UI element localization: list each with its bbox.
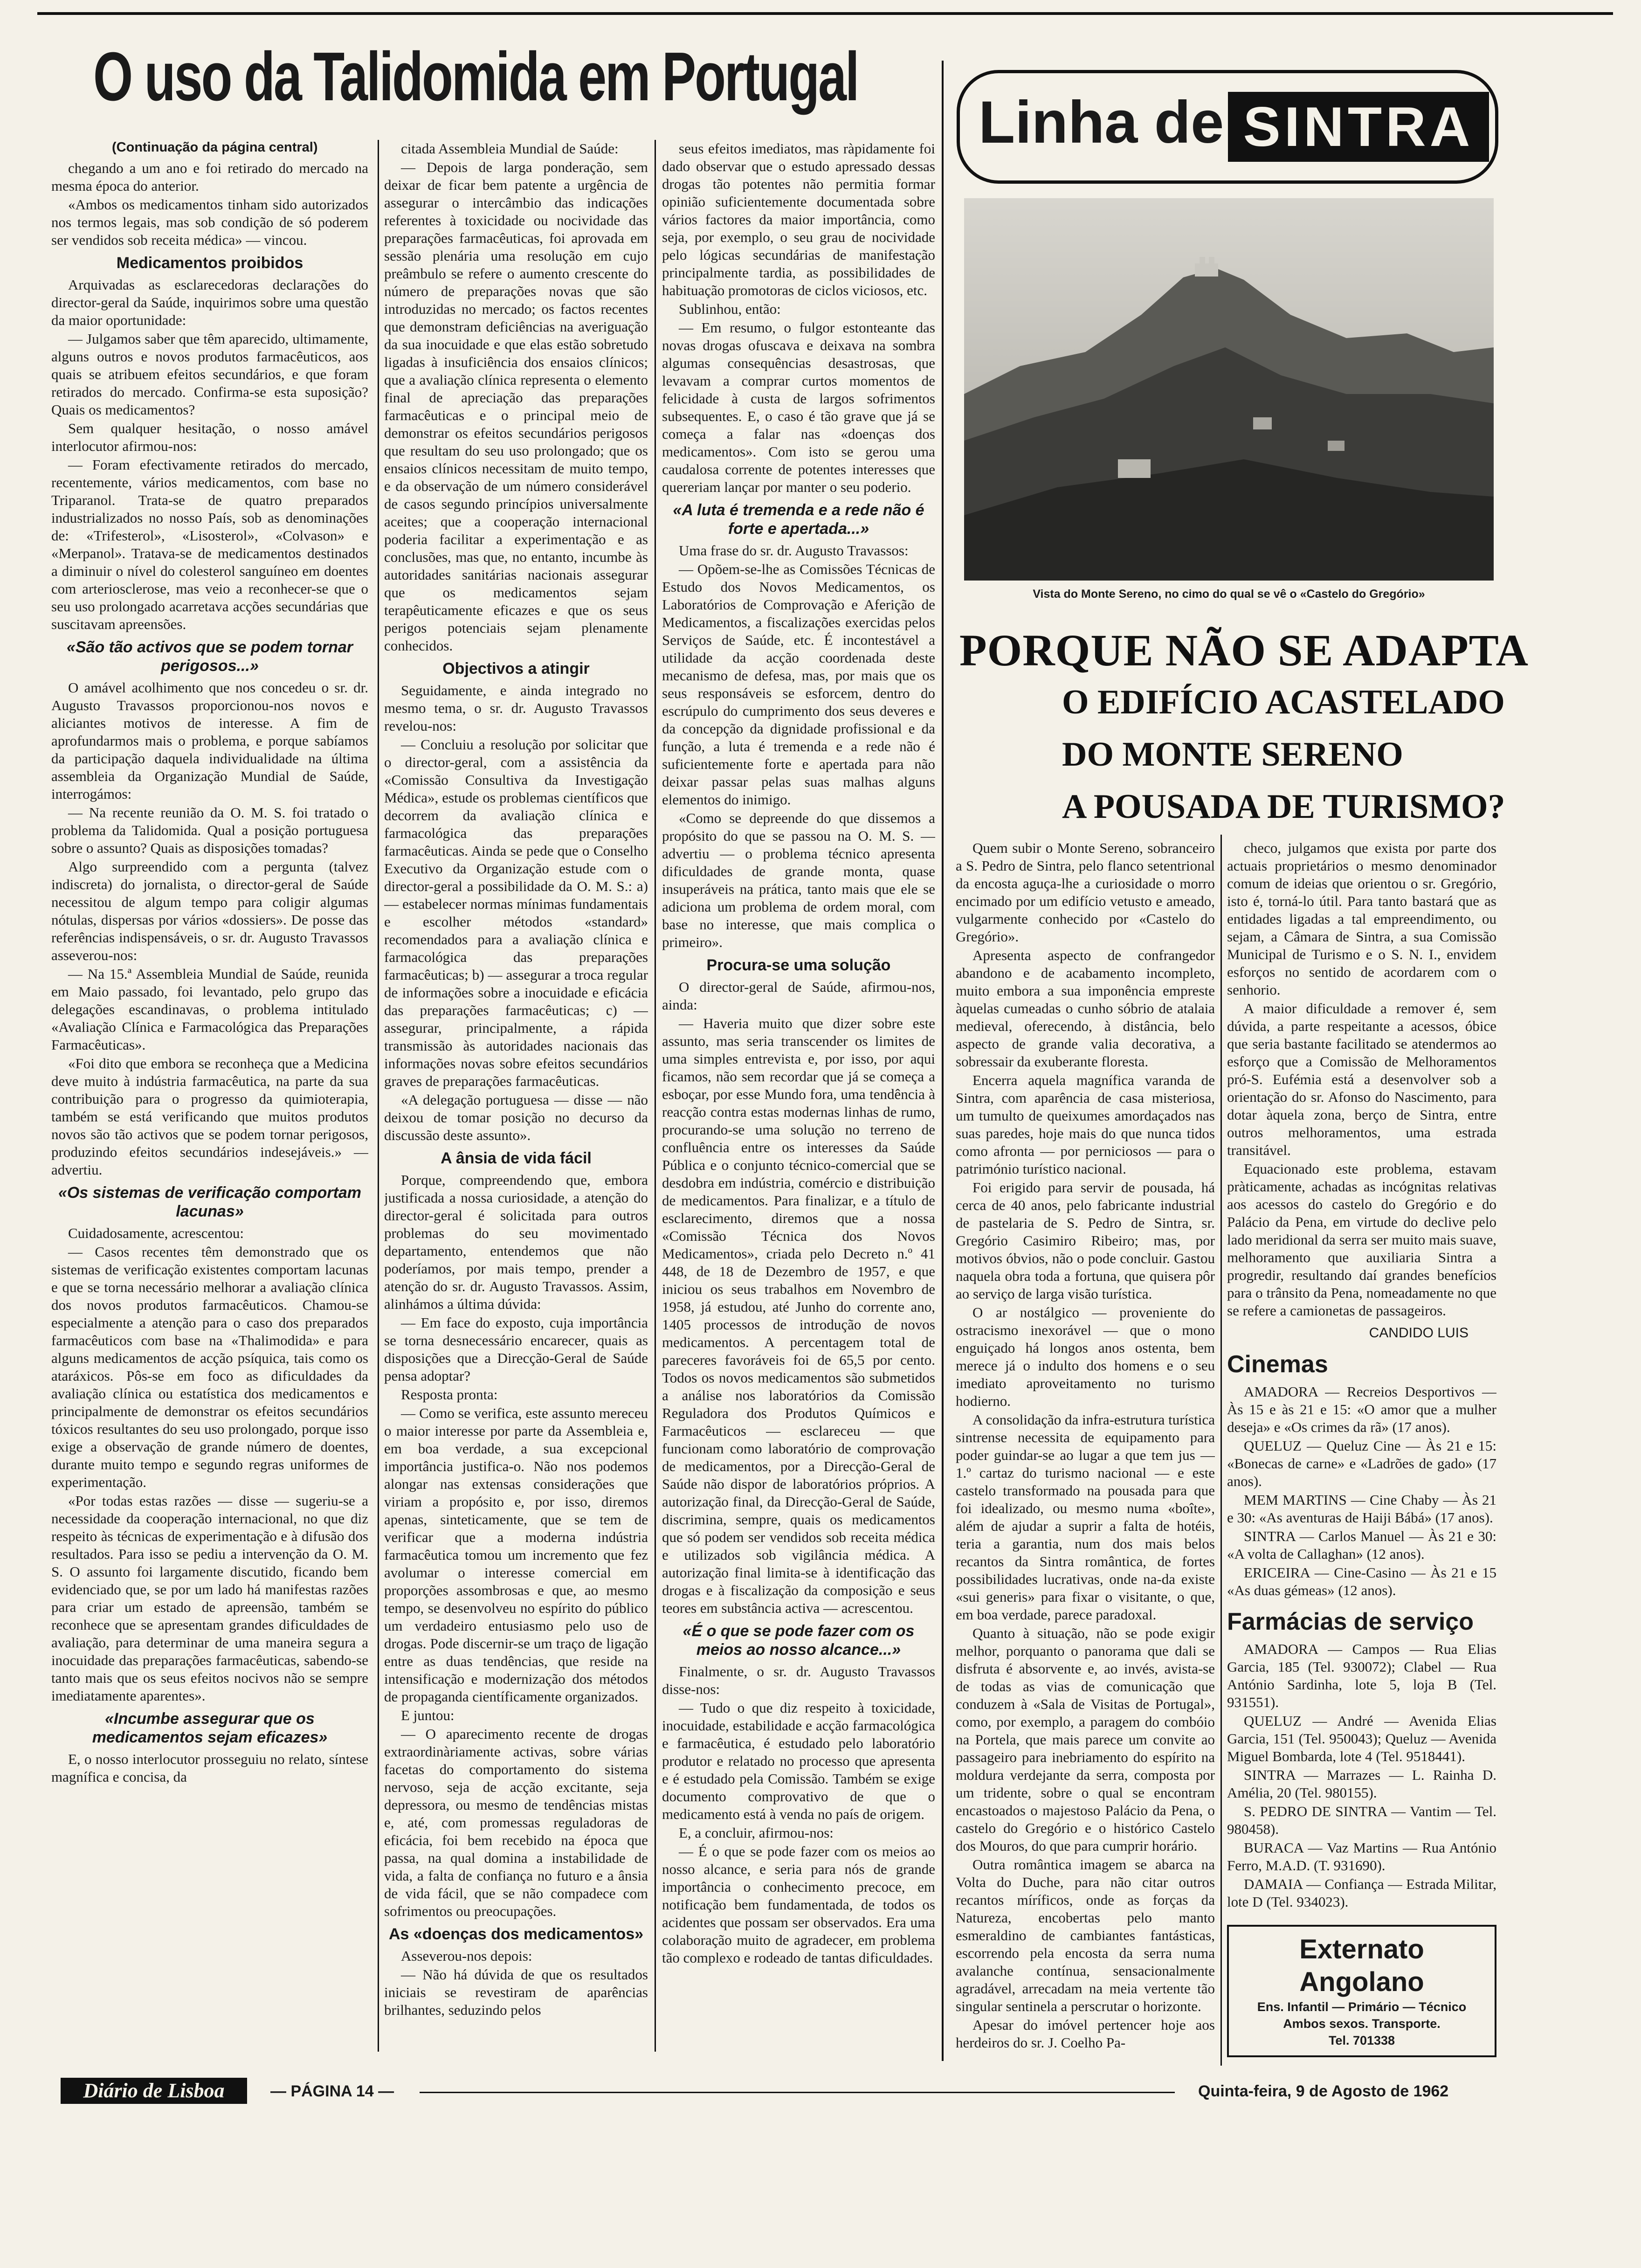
pharmacies-title: Farmácias de serviço (1227, 1608, 1474, 1635)
paragraph: Resposta pronta: (401, 1386, 498, 1403)
paragraph: Asseverou-nos depois: (401, 1948, 532, 1964)
cinemas-title: Cinemas (1227, 1351, 1328, 1378)
paragraph: Seguidamente, e ainda integrado no mesmo tema, o sr. dr. Augusto Travassos revelou-nos: (384, 682, 648, 734)
paragraph: O amável acolhimento que nos concedeu o sr. dr. Augusto Travassos proporcionou-nos novos e aliciantes motivos de interesse. A fim de aprofundarmos mais o problema, e porque sabíamos da participação daquela individualidade na última assembleia da Organização Mundial de Saúde, interrogámos: (51, 679, 368, 802)
paragraph: A consolidação da infra-estrutura turística sintrense necessita de equipamento para poder guindar-se ao lugar a que tem jus — 1.º cartaz do turismo nacional — e este castelo transformado na pousada para que foi idealizado, ou mesmo numa «boîte», além de ajudar a suprir a falta de hotéis, teria a garantia, num dos mais belos recantos da Sintra romântica, de fortes possibilidades lucrativas, onde na-da existe «sui generis» para fixar o visitante, o que, em boa verdade, parece paradoxal. (956, 1411, 1215, 1623)
paragraph: Finalmente, o sr. dr. Augusto Travassos disse-nos: (662, 1663, 935, 1697)
paragraph: — Como se verifica, este assunto mereceu o maior interesse por parte da Assembleia e, em boa verdade, a sua excepcional importância justifica-o. Não nos podemos alongar nas extensas considerações que viriam a propósito e, por isso, diremos apenas, sinteticamente, que se tem de verificar que a moderna indústria farmacêutica tomou um incremento que fez avolumar o interesse comercial em proporções assombrosas e que, ao mesmo tempo, se desenvolveu no espírito do público um verdadeiro entusiasmo pelo uso de drogas. Pode discernir-se um traço de ligação entre as duas tendências, que reside na intensificação e modernização dos métodos de propaganda científicamente organizados. (384, 1405, 648, 1705)
quote-subheading: «Incumbe assegurar que os medicamentos sejam eficazes» (92, 1710, 328, 1746)
ad-title: Externato Angolano (1299, 1934, 1424, 1997)
paragraph: A maior dificuldade a remover é, sem dúvida, a parte respeitante a acessos, óbice que seria bastante facilitado se atendermos ao esforço que a Comissão de Melhoramentos pró-S. Eufémia está a desenvolver sob a orientação do sr. Afonso do Nascimento, para dotar àquela zona, berço de Sintra, entre outros melhoramentos, uma estrada transitável. (1227, 1000, 1496, 1158)
paragraph: Sublinhou, então: (679, 301, 781, 317)
subheading: Procura-se uma solução (706, 956, 891, 974)
sintra-column-b (1227, 839, 1496, 2070)
paragraph: E, a concluir, afirmou-nos: (679, 1825, 834, 1841)
author-signature: CANDIDO LUIS (1369, 1325, 1469, 1341)
paragraph: Equacionado este problema, estavam pràticamente, achadas as incógnitas relativas aos acessos do castelo do Gregório e do Palácio da Pena, em virtude do declive pelo lado meridional da serra ser muito mais suave, melhoramento que auxiliaria Sintra a progredir, resultando daí grandes benefícios para o trânsito da Pena, nomeadamente no que se refere a camionetas de passageiros. (1227, 1161, 1496, 1319)
paragraph: citada Assembleia Mundial de Saúde: (401, 140, 619, 157)
paragraph: — É o que se pode fazer com os meios ao nosso alcance, e seria para nós de grande importância o conhecimento precoce, em notificação bem fundamentada, de todos os acidentes que possam ser observados. Era uma colaboração muito de agradecer, em problema tão complexo e rodeado de tantas dificuldades. (662, 1843, 935, 1966)
paragraph: O ar nostálgico — proveniente do ostracismo inexorável — que o mono enguiçado há longos anos ostenta, bem merece já o indulto dos homens e o seu imediato aproveitamento no turismo hodierno. (956, 1304, 1215, 1409)
article-column-3 (662, 140, 935, 2061)
ad-line-2: Ambos sexos. Transporte. (1283, 2017, 1441, 2031)
subheading: Objectivos a atingir (442, 660, 590, 678)
paragraph: Algo surpreendido com a pergunta (talvez indiscreta) do jornalista, o director-geral de Saúde necessitou de algum tempo para coligir algumas nótulas, dispersas por vários «dossiers». De posse das referências indispensáveis, o sr. dr. Augusto Travassos asseverou-nos: (51, 858, 368, 963)
sintra-headline (959, 625, 1529, 833)
column-rule-2 (655, 140, 656, 2052)
paragraph: — Em resumo, o fulgor estonteante das novas drogas ofuscava e deixava na sombra algumas consequências desastrosas, que levavam a comprar curtos momentos de felicidade à custa de largos sofrimentos subsequentes. E, o caso é tão grave que já se começa a falar nas «doenças dos medicamentos». Com isto se gerou uma caudalosa corrente de potentes interesses que quereriam lançar por manter o seu poderio. (662, 319, 935, 495)
paragraph: Quem subir o Monte Sereno, sobranceiro a S. Pedro de Sintra, pelo flanco setentrional da encosta aguça-lhe a curiosidade o morro encimado por um edifício vetusto e ameado, vulgarmente conhecido por «Castelo do Gregório». (956, 840, 1215, 945)
banner-right-text: SINTRA (1228, 92, 1489, 162)
column-rule-1 (378, 140, 379, 2052)
subheading: As «doenças dos medicamentos» (388, 1925, 644, 1943)
paragraph: «Ambos os medicamentos tinham sido autorizados nos termos legais, mas sob condição de só poderem ser vendidos sob receita médica» — vincou. (51, 196, 368, 248)
paragraph: Apresenta aspecto de confrangedor abandono e de acabamento incompleto, muito embora a sua imponência empreste àquelas cumeadas o cunho sóbrio de atalaia medieval, oferecendo, à distância, belo aspecto de grande valia decorativa, a sobressair da exuberante floresta. (956, 947, 1215, 1070)
paragraph: Cuidadosamente, acrescentou: (68, 1225, 244, 1241)
school-advertisement (1227, 1925, 1496, 2057)
photo-caption: Vista do Monte Sereno, no cimo do qual se vê o «Castelo do Gregório» (1033, 588, 1425, 601)
pharmacy-listing: S. PEDRO DE SINTRA — Vantim — Tel. 980458). (1227, 1803, 1496, 1837)
paragraph: — Na 15.ª Assembleia Mundial de Saúde, reunida em Maio passado, foi levantado, pelo grupo das delegações escandinavas, o problema intitulado «Avaliação Clínica e Farmacológica das Preparações Farmacêuticas». (51, 966, 368, 1053)
ad-phone: Tel. 701338 (1328, 2033, 1395, 2047)
paragraph: — Tudo o que diz respeito à toxicidade, inocuidade, estabilidade e acção farmacológica e farmacêutica, é estudado pelo laboratório produtor e relatado no processo que apresenta e é estudado pela Comissão. Também se exige documento comprovativo de que o medicamento está à venda no país de origem. (662, 1700, 935, 1822)
pharmacy-listing: BURACA — Vaz Martins — Rua António Ferro, M.A.D. (T. 931690). (1227, 1839, 1496, 1874)
pharmacy-listing: AMADORA — Campos — Rua Elias Garcia, 185 (Tel. 930072); Clabel — Rua António Sardinha, lote 5, loja B (Tel. 931551). (1227, 1641, 1496, 1710)
sintra-headline-line-4: A POUSADA DE TURISMO? (1062, 788, 1505, 826)
paragraph: E, o nosso interlocutor prosseguiu no relato, síntese magnífica e concisa, da (51, 1751, 368, 1785)
section-divider (942, 61, 944, 2061)
page-number: — PÁGINA 14 — (270, 2082, 394, 2100)
article-column-1 (51, 159, 368, 2062)
paragraph: chegando a um ano e foi retirado do mercado na mesma época do anterior. (51, 160, 368, 194)
cinema-listing: QUELUZ — Queluz Cine — Às 21 e 15: «Bonecas de carne» e «Ladrões de gado» (17 anos). (1227, 1438, 1496, 1489)
paragraph: «Por todas estas razões — disse — sugeriu-se a necessidade da cooperação internacional, no que diz respeito às técnicas de experimentação e à difusão dos resultados. Para isso se pediu a intervenção da O. M. S. O assunto foi largamente discutido, ficando bem evidenciado que, se por um lado há manifestas razões para criar um estado de apreensão, também se reconhece que se apresentam grandes dificuldades de avaliação, para determinar de uma maneira segura a inocuidade das preparações farmacêuticas, sabendo-se tanto mais que os seus efeitos nocivos não se sempre imediatamente aparentes». (51, 1493, 368, 1704)
column-rule-sintra (1220, 835, 1222, 2066)
paragraph: Sem qualquer hesitação, o nosso amável interlocutor afirmou-nos: (51, 420, 368, 454)
continuation-note: (Continuação da página central) (112, 140, 318, 155)
quote-subheading: «São tão activos que se podem tornar perigosos...» (66, 638, 353, 675)
paragraph: — Opõem-se-lhe as Comissões Técnicas de Estudo dos Novos Medicamentos, os Laboratórios de Comprovação e Aferição de Medicamentos, a fiscalizações exercidas pelos Serviços de Saúde, etc. É incontestável a utilidade da acção coordenada deste mecanismo de defesa, mas, por mais que os seus responsáveis se esforcem, dentro do escrúpulo do cumprimento dos seus deveres e da concepção da dignidade profissional e da função, a luta é tremenda e a rede não é suficientemente forte e apertada para não deixar passar pelas suas malhas alguns elementos do inimigo. (662, 561, 935, 808)
newspaper-logo: Diário de Lisboa (61, 2078, 247, 2104)
paragraph: Outra romântica imagem se abarca na Volta do Duche, para não citar outros recantos míríficos, onde as forças da Natureza, encobertas pelo manto esmeraldino de cambiantes fantásticas, escorrendo pela encosta da serra numa avalanche contínua, sensacionalmente agradável, arrecadam na meia vertente tão singular sentinela a perscrutar o horizonte. (956, 1856, 1215, 2014)
quote-subheading: «A luta é tremenda e a rede não é forte e apertada...» (673, 501, 924, 538)
top-rule (37, 12, 1613, 15)
paragraph: — Casos recentes têm demonstrado que os sistemas de verificação existentes comportam lacunas e que se torna necessário melhorar a avaliação clínica dos novos produtos farmacêuticos. Chamou-se especialmente a atenção para o caso dos preparados farmacêuticos com base na «Thalimodida» e para alguns medicamentos de acção psíquica, tais como os ataráxicos. Pôs-se em foco as dificuldades da avaliação clínica ou estatística dos medicamentos e principalmente de demonstrar os efeitos secundários tóxicos resultantes do seu uso prolongado, porque isso exige a observação de grande número de doentes, durante muito tempo e segundo regras uniformes de experimentação. (51, 1244, 368, 1490)
paragraph: — O aparecimento recente de drogas extraordinàriamente activas, sobre várias facetas do comportamento do sistema nervoso, seja de acção excitante, seja depressora, ou mesmo de tendências mistas e, até, com promessas reguladoras de eficácia, foi bem recebido na época que passa, na qual domina a instabilidade de vida, a falta de confiança no futuro e a ânsia de vida fácil, que se não compadece com sofrimentos ou preocupações. (384, 1726, 648, 1919)
sintra-banner (957, 70, 1498, 184)
paragraph: «A delegação portuguesa — disse — não deixou de tomar posição no decurso da discussão deste assunto». (384, 1092, 648, 1143)
cinemas-list (1227, 1383, 1496, 1599)
subheading: A ânsia de vida fácil (441, 1149, 592, 1167)
ad-line-1: Ens. Infantil — Primário — Técnico (1257, 2000, 1467, 2014)
sintra-column-b-text (1227, 839, 1496, 1320)
pharmacy-listing: QUELUZ — André — Avenida Elias Garcia, 151 (Tel. 950043); Queluz — Avenida Miguel Bombarda, lote 4 (Tel. 9518441). (1227, 1713, 1496, 1764)
paragraph: seus efeitos imediatos, mas ràpidamente foi dado observar que o estudo apressado dessas drogas tão potentes não permitia formar opinião suficientemente documentada sobre vários factores da maior importância, como seja, por exemplo, o seu grau de nocividade pelo lógicas secundárias de manifestação principalmente tardia, as possibilidades de habituação promotoras de ciclos viciosos, etc. (662, 140, 935, 298)
pharmacy-listing: DAMAIA — Confiança — Estrada Militar, lote D (Tel. 934023). (1227, 1876, 1496, 1910)
paragraph: Uma frase do sr. dr. Augusto Travassos: (679, 542, 909, 559)
quote-subheading: «Os sistemas de verificação comportam lacunas» (58, 1184, 362, 1220)
pharmacy-listing: SINTRA — Marrazes — L. Rainha D. Amélia, 20 (Tel. 980155). (1227, 1767, 1496, 1801)
paragraph: Arquivadas as esclarecedoras declarações do director-geral da Saúde, inquirimos sobre uma questão da maior oportunidade: (51, 277, 368, 328)
cinema-listing: SINTRA — Carlos Manuel — Às 21 e 30: «A volta de Callaghan» (12 anos). (1227, 1528, 1496, 1562)
paragraph: — Em face do exposto, cuja importância se torna desnecessário encarecer, quais as disposições que a Direcção-Geral de Saúde pensa adoptar? (384, 1314, 648, 1384)
footer-rule (420, 2092, 1175, 2093)
article-column-2 (384, 140, 648, 2061)
paragraph: Foi erigido para servir de pousada, há cerca de 40 anos, pelo fabricante industrial de pastelaria de S. Pedro de Sintra, sr. Gregório Casimiro Ribeiro; mas, por motivos óbvios, não o pode concluir. Gastou naquela obra toda a fortuna, que quisera pôr ao serviço de larga visão turística. (956, 1179, 1215, 1302)
paragraph: «Foi dito que embora se reconheça que a Medicina deve muito à indústria farmacêutica, na parte da sua contribuição para o progresso da quimioterapia, também se está verificando que muitos produtos novos são tão activos que se podem tornar perigosos, produzindo efeitos secundários indesejáveis.» — advertiu. (51, 1055, 368, 1178)
paragraph: — Depois de larga ponderação, sem deixar de ficar bem patente a urgência de assegurar o intercâmbio das indicações referentes à toxicidade ou nocividade das preparações farmacêuticas, foi aprovada em sessão plenária uma resolução em cujo preâmbulo se refere o aumento crescente do número de preparações novas que são introduzidas no mercado; os factos recentes que demonstram deficiências na averiguação da sua inocuidade e que elas estão sobretudo ligadas à insuficiência dos ensaios clínicos; que a avaliação clínica representa o elemento final de apreciação das preparações farmacêuticas e o principal meio de demonstrar os efeitos secundários perigosos que resultam do seu uso prolongado; que os ensaios clínicos necessitam de muito tempo, e da observação de um número considerável de casos segundo princípios universalmente aceites; que a cooperação internacional poderia facilitar a experimentação e as conclusões, mas que, no entanto, incumbe às autoridades sanitárias nacionais assegurar que os medicamentos sejam terapêuticamente eficazes e que os seus perigos potenciais sejam plenamente conhecidos. (384, 159, 648, 654)
paragraph: — Haveria muito que dizer sobre este assunto, mas seria transcender os limites de uma simples entrevista e, por isso, por aqui ficamos, não sem recordar que já se começa a esboçar, por esse Mundo fora, uma tendência à reacção contra estas modernas linhas de rumo, procurando-se uma solução no terreno de confluência entre os interesses da Saúde Pública e o conjunto técnico-comercial que se desdobra em indústria, comércio e distribuição de medicamentos. Para finalizar, e a título de esclarecimento, diremos que a nossa «Comissão Técnica dos Novos Medicamentos», criada pelo Decreto n.º 41 448, de 18 de Dezembro de 1957, e que iniciou os seus trabalhos em Novembro de 1958, já estudou, até Junho do corrente ano, 1405 processos de introdução de novos medicamentos. A percentagem total de pareceres favoráveis foi de 65,5 por cento. Todos os novos medicamentos são submetidos a análise nos laboratórios da Comissão Reguladora dos Produtos Químicos e Farmacêuticos — esclareceu — que funcionam como laboratório de comprovação de medicamentos, por a Direcção-Geral de Saúde não dispor de laboratórios próprios. A autorização final, da Direcção-Geral de Saúde, discrimina, sempre, quais os medicamentos que só podem ser vendidos sob receita médica e utilizados sob vigilância médica. A autorização final limita-se à identificação das drogas e à fiscalização da composição e seus teores em substância activa — acrescentou. (662, 1015, 935, 1616)
pharmacies-list (1227, 1640, 1496, 1911)
paragraph: — Foram efectivamente retirados do mercado, recentemente, vários medicamentos, com base no Triparanol. Trata-se de quatro preparados industrializados no nosso País, sob as denominações de: «Trifesterol», «Lisosterol», «Colvason» e «Merpanol». Tratava-se de medicamentos destinados a diminuir o nível do colesterol sanguíneo em doentes com arteriosclerose, mas veio a reconhecer-se que o seu uso prolongado acarretava acções secundárias que suscitavam apreensões. (51, 456, 368, 632)
banner-left-text: Linha de (979, 89, 1224, 156)
paragraph: Quanto à situação, não se pode exigir melhor, porquanto o panorama que dali se disfruta é absorvente e, ao invés, avista-se de todas as vias de comunicação que conduzem à «Sala de Visitas de Portugal», como, por exemplo, a paragem do combóio na Portela, que mais parece um convite ao passageiro para inebriamento do espírito na moldura verdejante da serra, composta por um tridente, sobre o qual se encontram encastoados o majestoso Palácio da Pena, o castelo do Gregório e o histórico Castelo dos Mouros, do que para cumprir horário. (956, 1625, 1215, 1854)
sintra-headline-line-2: O EDIFÍCIO ACASTELADO (1062, 683, 1505, 721)
paragraph: — Julgamos saber que têm aparecido, ultimamente, alguns outros e novos produtos farmacêuticos, aos quais se atribuem efeitos secundários, e que foram retirados do mercado. Confirma-se esta suposição? Quais os medicamentos? (51, 331, 368, 418)
paragraph: Apesar do imóvel pertencer hoje aos herdeiros do sr. J. Coelho Pa- (956, 2017, 1215, 2051)
paragraph: — Concluiu a resolução por solicitar que o director-geral, com a assistência da «Comissão Consultiva da Investigação Médica», estude os problemas científicos que decorrem da avaliação clínica e farmacológica das preparações farmacêuticas. Ainda se pede que o Conselho Executivo da Organização estude com o director-geral a possibilidade da O. M. S.: a) — estabelecer normas mínimas fundamentais e escolher métodos «standard» recomendados para a avaliação clínica e farmacológica das preparações farmacêuticas; b) — assegurar a troca regular de informações sobre a inocuidade e eficácia das preparações farmacêuticas; c) — assegurar, principalmente, a rápida transmissão às autoridades nacionais das informações novas sobre efeitos secundários graves de preparações farmacêuticas. (384, 736, 648, 1089)
quote-subheading: «É o que se pode fazer com os meios ao nosso alcance...» (683, 1622, 915, 1659)
paragraph: «Como se depreende do que dissemos a propósito do que se passou na O. M. S. — advertiu — o problema técnico apresenta dificuldades de grande monta, quase insuperáveis na prática, tanto mais que ele se adiciona um problema de ordem moral, com base no interesse, que mais complica o primeiro». (662, 810, 935, 950)
issue-date: Quinta-feira, 9 de Agosto de 1962 (1198, 2082, 1449, 2100)
monte-sereno-photo (964, 198, 1494, 581)
paragraph: — Não há dúvida de que os resultados iniciais se revestiram de aparências brilhantes, seduzindo pelos (384, 1966, 648, 2018)
cinema-listing: AMADORA — Recreios Desportivos — Às 15 e às 21 e 15: «O amor que a mulher deseja» e «Os crimes da rã» (17 anos). (1227, 1383, 1496, 1435)
subheading: Medicamentos proibidos (116, 254, 303, 272)
sintra-column-a (956, 839, 1215, 2061)
paragraph: — Na recente reunião da O. M. S. foi tratado o problema da Talidomida. Qual a posição portuguesa sobre o assunto? Quais as disposições tomadas? (51, 804, 368, 856)
landscape-image (964, 198, 1494, 581)
paragraph: Encerra aquela magnífica varanda de Sintra, com aparência de casa misteriosa, um tumulto de queixumes amordaçados nas suas paredes, hoje mais do que nunca tidos como afronta — por perniciosos — para o património turístico nacional. (956, 1072, 1215, 1177)
main-headline: O uso da Talidomida em Portugal (93, 38, 858, 115)
cinema-listing: MEM MARTINS — Cine Chaby — Às 21 e 30: «As aventuras de Haiji Bábá» (17 anos). (1227, 1492, 1496, 1526)
cinema-listing: ERICEIRA — Cine-Casino — Às 21 e 15 «As duas gémeas» (12 anos). (1227, 1564, 1496, 1598)
paragraph: E juntou: (401, 1707, 455, 1723)
paragraph: Porque, compreendendo que, embora justificada a nossa curiosidade, a atenção do director-geral é solicitada para outros problemas do seu movimentado departamento, entendemos que não poderíamos, por mais tempo, prender a atenção do sr. dr. Augusto Travassos. Assim, alinhámos a última dúvida: (384, 1172, 648, 1312)
paragraph: checo, julgamos que exista por parte dos actuais proprietários o mesmo denominador comum de ideias que orientou o sr. Gregório, isto é, torná-lo útil. Para tanto bastará que as entidades ligadas a tal empreendimento, ou sejam, a Câmara de Sintra, a sua Comissão Municipal de Turismo e o S. N. I., envidem esforços no sentido de acordarem com o senhorio. (1227, 840, 1496, 998)
sintra-headline-line-3: DO MONTE SERENO (1062, 735, 1403, 774)
paragraph: O director-geral de Saúde, afirmou-nos, ainda: (662, 979, 935, 1013)
sintra-headline-line-1: PORQUE NÃO SE ADAPTA (959, 625, 1529, 675)
